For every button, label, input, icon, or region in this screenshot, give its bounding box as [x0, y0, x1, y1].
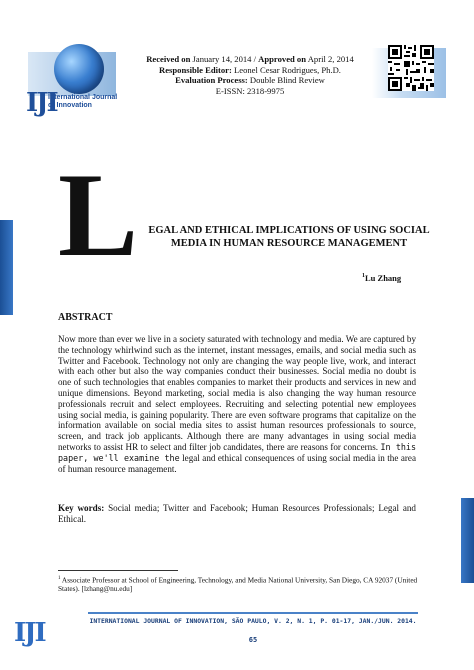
abstract-text-mono: In this paper, we'll examine the [58, 441, 416, 463]
received-label: Received on [146, 54, 191, 64]
logo-text: International Journal of Innovation [48, 94, 118, 109]
footer-logo: IJI [14, 618, 45, 648]
abstract-heading: ABSTRACT [58, 312, 113, 323]
footer-divider [88, 612, 418, 614]
keywords-label: Key words: [58, 503, 105, 513]
footer-citation: INTERNATIONAL JOURNAL OF INNOVATION, SÃO PAULO, V. 2, N. 1, P. 01-17, JAN./JUN. 2014. [89, 617, 417, 625]
author [362, 273, 401, 283]
page-number: 65 [248, 636, 258, 644]
journal-logo [26, 44, 118, 124]
received-date: January 14, 2014 [192, 54, 252, 64]
editor-name: Leonel Cesar Rodrigues, Ph.D. [234, 64, 341, 75]
keywords-list: Social media; Twitter and Facebook; Human Resources Professionals; Legal and Ethical. [58, 503, 416, 524]
globe-logo-icon [54, 44, 104, 94]
evaluation-label: Evaluation Process: [175, 75, 248, 85]
author-name: Lu Zhang [365, 273, 402, 283]
footnote-divider [58, 570, 178, 571]
evaluation-value: Double Blind Review [249, 75, 325, 85]
approved-label: Approved on [258, 54, 307, 64]
qr-code-icon[interactable] [388, 45, 434, 91]
eissn: E-ISSN: 2318-9975 [215, 85, 285, 96]
approved-date: April 2, 2014 [307, 54, 354, 64]
editor-label: Responsible Editor: [159, 64, 232, 75]
footnote-text: Associate Professor at School of Engineering, Technology, and Media National University, San Diego, CA 92037 (United States). [lzhang@nu.edu] [58, 575, 418, 594]
footnote [58, 574, 418, 593]
keywords [58, 503, 416, 525]
footnote-mark: 1 [58, 576, 61, 581]
abstract-body [58, 334, 416, 474]
article-title: EGAL AND ETHICAL IMPLICATIONS OF USING SOCIAL MEDIA IN HUMAN RESOURCE MANAGEMENT [148, 225, 430, 249]
abstract-text: Now more than ever we live in a society saturated with technology and media. We are captured by the technology whirlwind such as the internet, instant messages, emails, and social media such as Twitter and Facebook. Technology not only are changing the way people live, work, and interact with each other but also the way companies conduct their businesses. Social media no doubt is one of such technologies that enables companies to market their products and services in new and unique dimensions. Beyond marketing, social media is also changing the way human resource professionals recruit and select employees. Recruiting and selecting potential new employees using social media, is gaining popularity. There are even software programs that capitalize on the information available on social media sites to assist human resources professionals to source, screen, and track job applicants. Although there are many advantages in using social media networks to assist HR to select and filter job candidates, there are reasons for concerns. [58, 334, 416, 452]
title-dropcap: L [58, 148, 139, 281]
author-footnote-mark: 1 [362, 273, 365, 280]
abstract-text-tail: legal and ethical consequences of using social media in the area of human resource management. [58, 452, 416, 474]
side-tab-left [0, 220, 13, 315]
side-tab-right [461, 498, 474, 583]
submission-info: Received on January 14, 2014 / Approved on April 2, 2014 Responsible Editor: Leonel Cesar Rodrigues, Ph.D. Evaluation Process: Double Blind Review E-ISSN: 2318-9975 [120, 54, 380, 96]
logo-mark: IJI [26, 88, 57, 118]
